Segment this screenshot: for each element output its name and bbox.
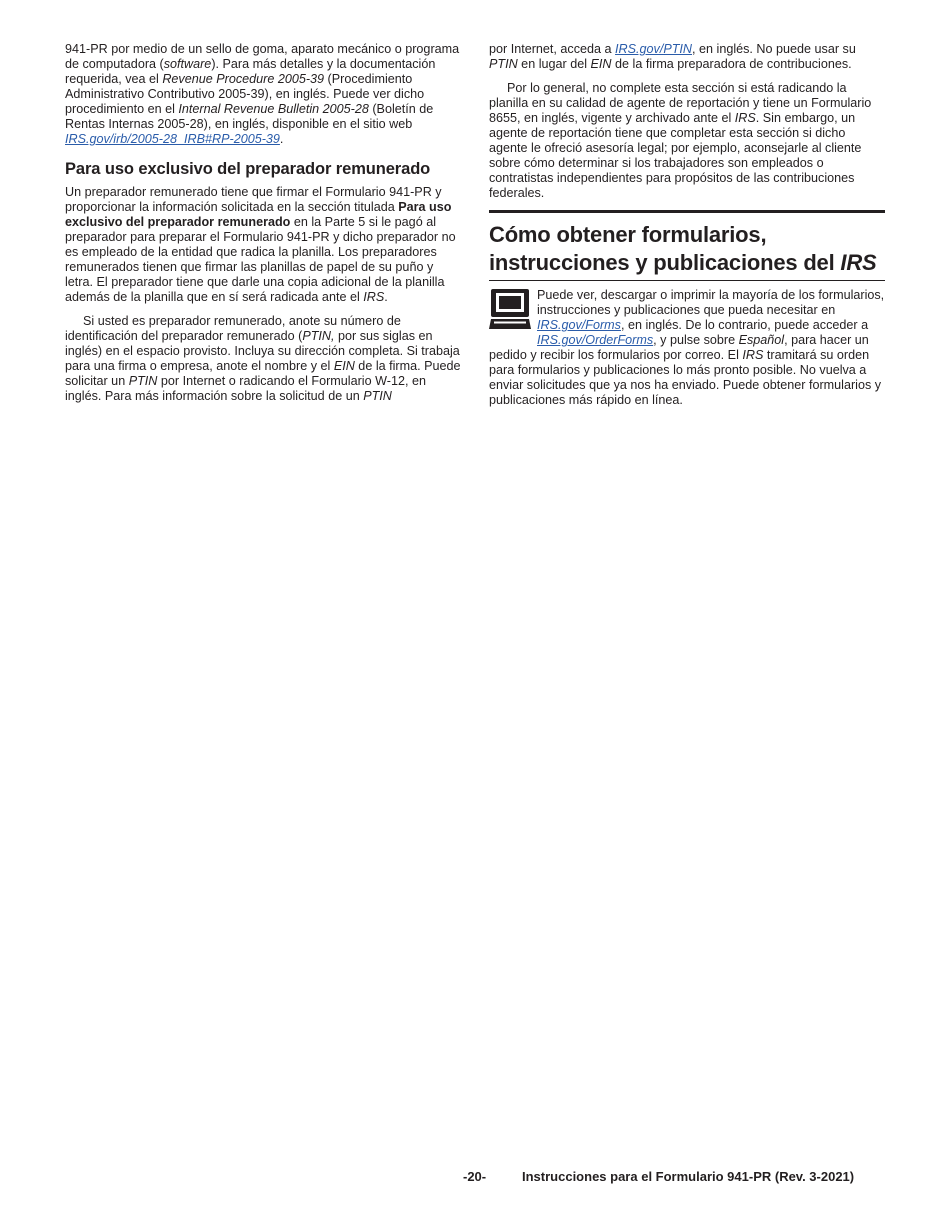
paragraph-reporting-agent: Por lo general, no complete esta sección si está radicando la planilla en su calidad de agente de reportación y tiene un Formulario 8655, en inglés, vigente y archivado ante el IRS. Sin embargo, un agente de reportación tiene que completar esta sección si dicho agente le ofreció asesoría legal; por ejemplo, aconsejarle al cliente sobre cómo determinar si los trabajadores son empleados o contratistas independientes para propósitos de las contribuciones federales.: [489, 81, 872, 200]
paragraph-paid-preparer: Un preparador remunerado tiene que firmar el Formulario 941-PR y proporcionar la información solicitada en la sección titulada Para uso exclusivo del preparador remunerado en la Parte 5 si le pagó al preparador para preparar el Formulario 941-PR y dicho preparador no es empleado de la entidad que radica la planilla. Los preparadores remunerados tienen que firmar las planillas de papel de su puño y letra. El preparador tiene que darle una copia adicional de la planilla además de la planilla que en sí será radicada ante el IRS.: [65, 185, 456, 304]
paragraph-electronic-signature: 941-PR por medio de un sello de goma, aparato mecánico o programa de computadora (software). Para más detalles y la documentación requerida, vea el Revenue Procedure 2005-39 (Procedimiento Administrativo Contributivo 2005-39), en inglés. Puede ver dicho procedimiento en el Internal Revenue Bulletin 2005-28 (Boletín de Rentas Internas 2005-28), en inglés, disponible en el sitio web IRS.gov/irb/2005-28_IRB#RP-2005-39.: [65, 42, 460, 146]
computer-icon: [489, 288, 531, 332]
page-number: -20-: [463, 1169, 487, 1184]
paragraph-ptin: Si usted es preparador remunerado, anote su número de identificación del preparador remunerado (PTIN, por sus siglas en inglés) en el espacio provisto. Incluya su dirección completa. Si trabaja para una firma o empresa, anote el nombre y el EIN de la firma. Puede solicitar un PTIN por Internet o radicando el Formulario W-12, en inglés. Para más información sobre la solicitud de un PTIN: [65, 314, 461, 403]
paragraph-forms: Puede ver, descargar o imprimir la mayoría de los formularios, instrucciones y publicaciones que pueda necesitar en IRS.gov/Forms, en inglés. De lo contrario, puede acceder a IRS.gov/OrderForms, y pulse sobre Español, para hacer un pedido y recibir los formularios por correo. El IRS tramitará su orden para formularios y publicaciones lo más pronto posible. No vuelva a enviar solicitudes que ya nos ha enviado. Puede obtener formularios y publicaciones más rápido en línea.: [489, 288, 885, 407]
order-forms-link[interactable]: IRS.gov/OrderForms: [537, 333, 654, 347]
section-title-underline: [489, 280, 885, 281]
footer-title: Instrucciones para el Formulario 941-PR (Rev. 3-2021): [522, 1169, 855, 1184]
irb-link[interactable]: IRS.gov/irb/2005-28_IRB#RP-2005-39: [65, 132, 280, 146]
right-column: [489, 42, 885, 408]
forms-link[interactable]: IRS.gov/Forms: [537, 318, 621, 332]
ptin-link[interactable]: IRS.gov/PTIN: [615, 42, 693, 56]
section-divider: [489, 210, 885, 213]
paragraph-ptin-continued: por Internet, acceda a IRS.gov/PTIN, en inglés. No puede usar su PTIN en lugar del EIN de la firma preparadora de contribuciones.: [489, 42, 856, 71]
section-heading-paid-preparer: Para uso exclusivo del preparador remunerado: [65, 160, 431, 178]
left-column: [65, 42, 461, 404]
section-title-forms: Cómo obtener formularios, instrucciones y publicaciones del IRS: [489, 222, 877, 275]
